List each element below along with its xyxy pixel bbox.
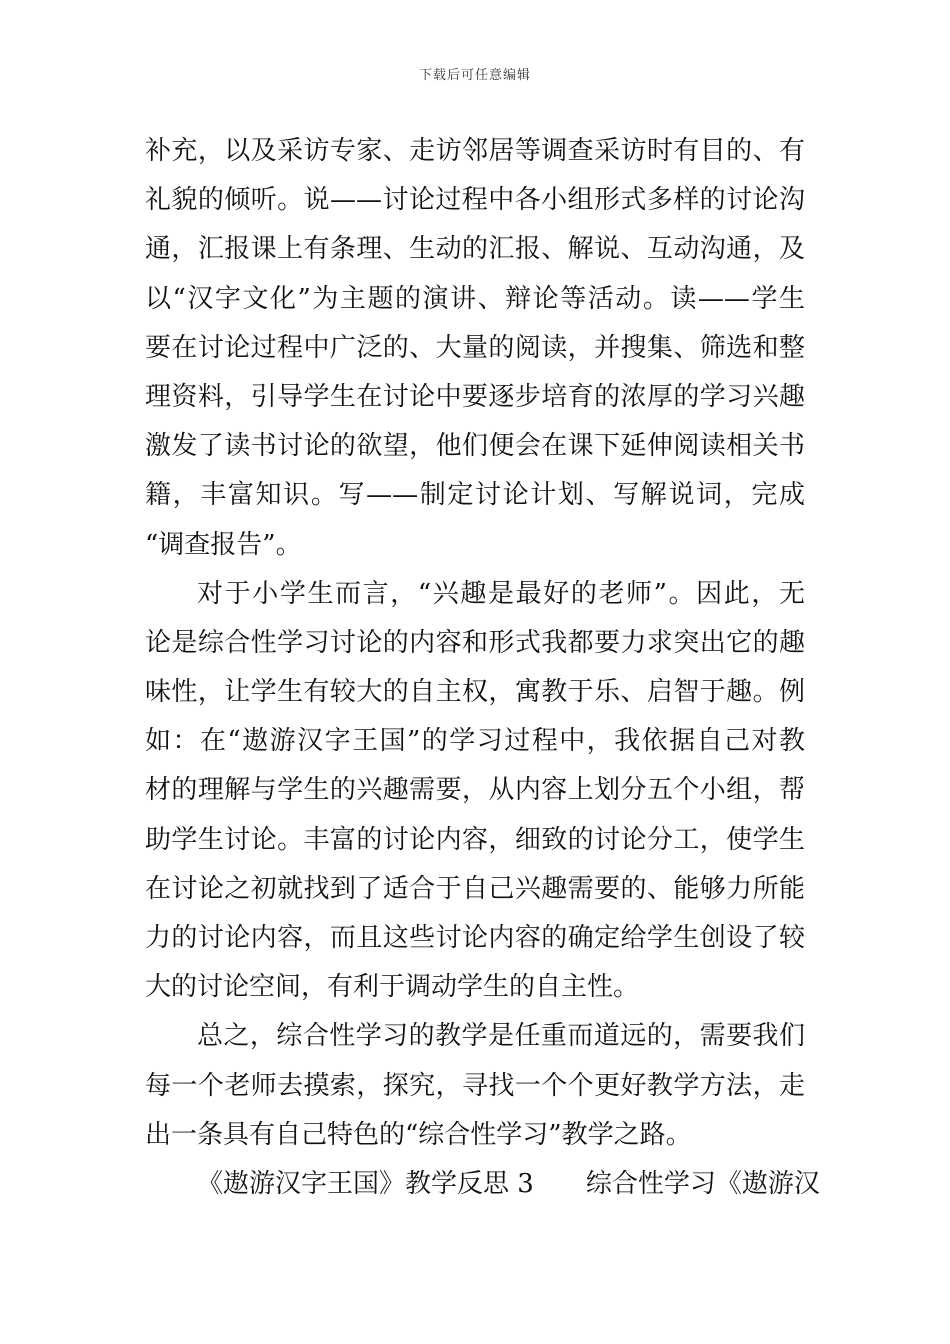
text-line: 如：在“遨游汉字王国”的学习过程中，我依据自己对教 <box>145 726 805 757</box>
text-line: 通，汇报课上有条理、生动的汇报、解说、互动沟通，及 <box>145 234 805 265</box>
text-line: 出一条具有自己特色的“综合性学习”教学之路。 <box>145 1119 692 1150</box>
text-line: 补充，以及采访专家、走访邻居等调查采访时有目的、有 <box>145 136 805 166</box>
text-line: 激发了读书讨论的欲望，他们便会在课下延伸阅读相关书 <box>145 431 805 462</box>
text-line: 力的讨论内容，而且这些讨论内容的确定给学生创设了较 <box>145 923 805 953</box>
text-line: 论是综合性学习讨论的内容和形式我都要力求突出它的趣 <box>145 627 805 658</box>
text-line: 要在讨论过程中广泛的、大量的阅读，并搜集、筛选和整 <box>145 332 805 363</box>
page-header: 下载后可任意编辑 <box>418 68 531 83</box>
text-line: 理资料，引导学生在讨论中要逐步培育的浓厚的学习兴趣 <box>145 381 805 412</box>
text-line: 材的理解与学生的兴趣需要，从内容上划分五个小组，帮 <box>145 775 805 806</box>
section-continuation: 综合性学习《遨游汉 <box>585 1168 820 1199</box>
text-line: 以“汉字文化”为主题的演讲、辩论等活动。读——学生 <box>145 283 805 314</box>
section-title: 《遨游汉字王国》教学反思 3 <box>197 1168 534 1199</box>
text-line: “调查报告”。 <box>145 529 302 560</box>
text-line: 礼貌的倾听。说——讨论过程中各小组形式多样的讨论沟 <box>145 185 805 216</box>
text-line: 在讨论之初就找到了适合于自己兴趣需要的、能够力所能 <box>145 873 805 904</box>
body-text <box>145 127 820 1209</box>
text-line: 总之，综合性学习的教学是任重而道远的，需要我们 <box>197 1021 805 1052</box>
text-line: 对于小学生而言，“兴趣是最好的老师”。因此，无 <box>197 578 805 609</box>
text-line: 味性，让学生有较大的自主权，寓教于乐、启智于趣。例 <box>145 677 805 708</box>
text-line: 大的讨论空间，有利于调动学生的自主性。 <box>145 972 640 1003</box>
text-line: 助学生讨论。丰富的讨论内容，细致的讨论分工，使学生 <box>145 824 805 855</box>
text-line: 籍，丰富知识。写——制定讨论计划、写解说词，完成 <box>145 480 805 511</box>
text-line: 每一个老师去摸索，探究，寻找一个个更好教学方法，走 <box>145 1070 805 1101</box>
final-line <box>145 1160 820 1209</box>
